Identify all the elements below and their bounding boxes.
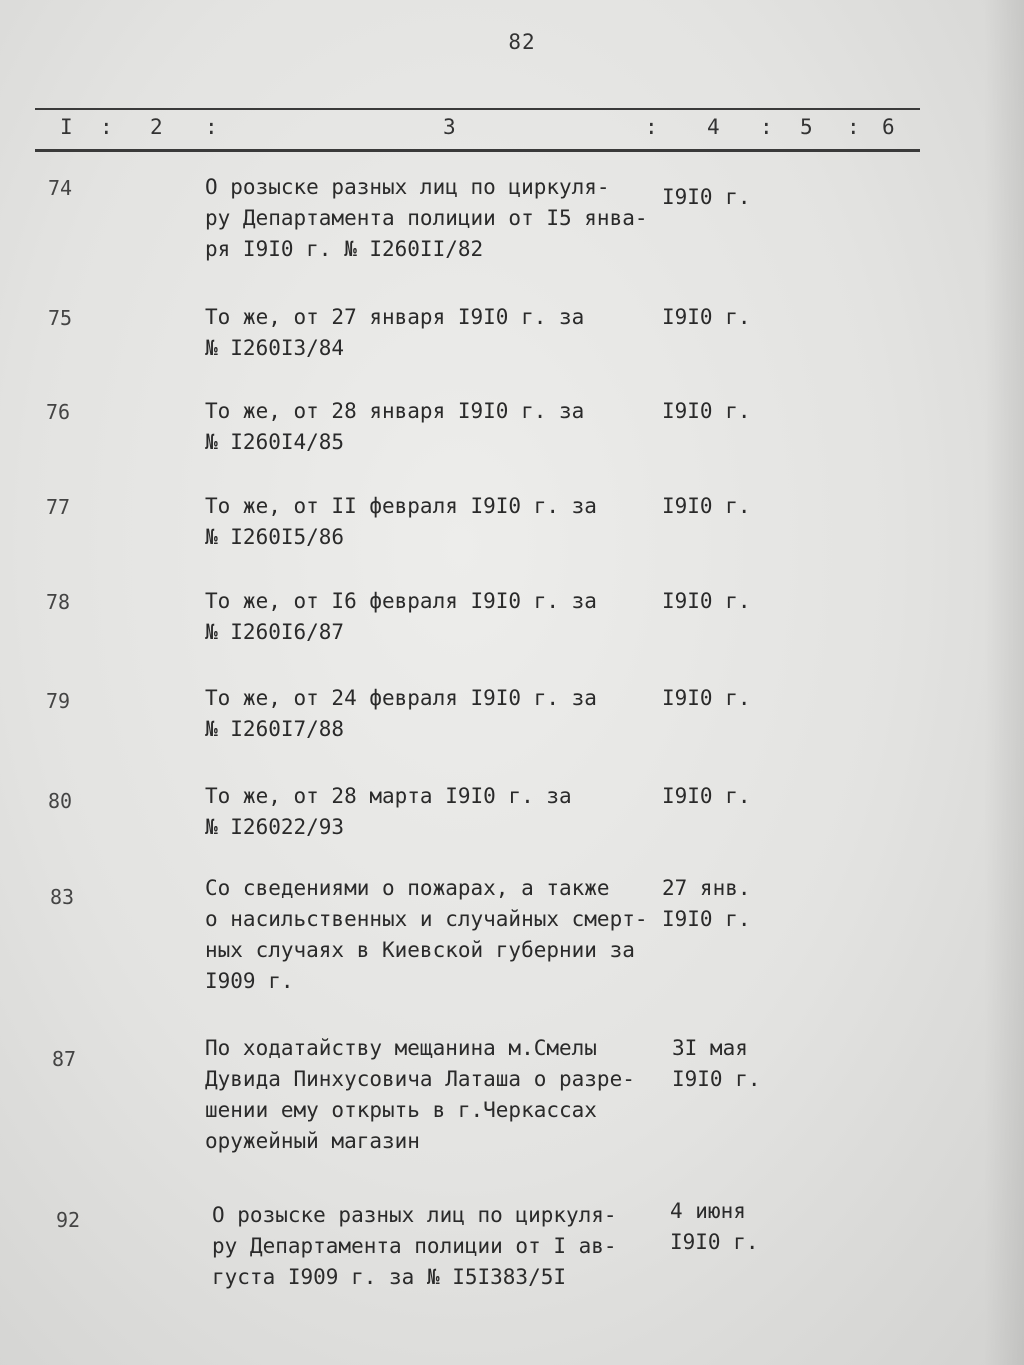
row-number: 76	[45, 400, 71, 424]
row-description: То же, от I6 февраля I9I0 г. за № I260I6/87	[205, 589, 597, 644]
page-number: 82	[508, 30, 536, 54]
row-date: I9I0 г.	[662, 185, 751, 209]
row-description: То же, от 27 января I9I0 г. за № I260I3/84	[205, 305, 585, 360]
row-number: 80	[47, 789, 73, 813]
row-date: I9I0 г.	[662, 494, 751, 518]
header-separator: :	[205, 115, 218, 139]
page-edge-shadow	[984, 0, 1024, 1365]
row-description: То же, от 28 января I9I0 г. за № I260I4/85	[205, 399, 585, 454]
row-number: 87	[51, 1047, 77, 1071]
row-number: 79	[45, 689, 71, 713]
row-number: 78	[45, 590, 71, 614]
row-date: 27 янв. I9I0 г.	[662, 876, 751, 931]
row-date: I9I0 г.	[662, 399, 751, 423]
row-description: То же, от 28 марта I9I0 г. за № I26022/93	[205, 784, 572, 839]
header-separator: :	[645, 115, 658, 139]
header-separator: :	[847, 115, 860, 139]
header-separator: :	[760, 115, 773, 139]
header-top-rule	[35, 108, 920, 110]
table-header	[0, 115, 1024, 145]
row-description: По ходатайству мещанина м.Смелы Дувида Пинхусовича Латаша о разре- шении ему открыть в г.Черкассах оружейный магазин	[205, 1036, 635, 1153]
row-date: I9I0 г.	[662, 686, 751, 710]
header-separator: :	[100, 115, 113, 139]
header-col-6: 6	[882, 115, 895, 139]
row-description: То же, от 24 февраля I9I0 г. за № I260I7/88	[205, 686, 597, 741]
header-col-1: I	[60, 115, 73, 139]
row-date: I9I0 г.	[662, 305, 751, 329]
row-number: 83	[49, 885, 75, 909]
row-date: I9I0 г.	[662, 784, 751, 808]
header-col-2: 2	[150, 115, 163, 139]
row-number: 77	[45, 495, 71, 519]
header-bottom-rule	[35, 149, 920, 152]
row-description: Со сведениями о пожарах, а также о насильственных и случайных смерт- ных случаях в Киевской губернии за I909 г.	[205, 876, 648, 993]
row-number: 75	[47, 306, 73, 330]
row-date: 4 июня I9I0 г.	[670, 1199, 759, 1254]
row-description: О розыске разных лиц по циркуля- ру Департамента полиции от I5 янва- ря I9I0 г. № I260II/82	[205, 175, 648, 261]
row-description: О розыске разных лиц по циркуля- ру Департамента полиции от I ав- густа I909 г. за № I5I383/5I	[212, 1203, 617, 1289]
row-date: I9I0 г.	[662, 589, 751, 613]
header-col-5: 5	[800, 115, 813, 139]
row-number: 74	[47, 176, 73, 200]
row-number: 92	[55, 1208, 81, 1232]
header-col-3: 3	[443, 115, 456, 139]
header-col-4: 4	[707, 115, 720, 139]
row-description: То же, от II февраля I9I0 г. за № I260I5/86	[205, 494, 597, 549]
row-date: 3I мая I9I0 г.	[672, 1036, 761, 1091]
